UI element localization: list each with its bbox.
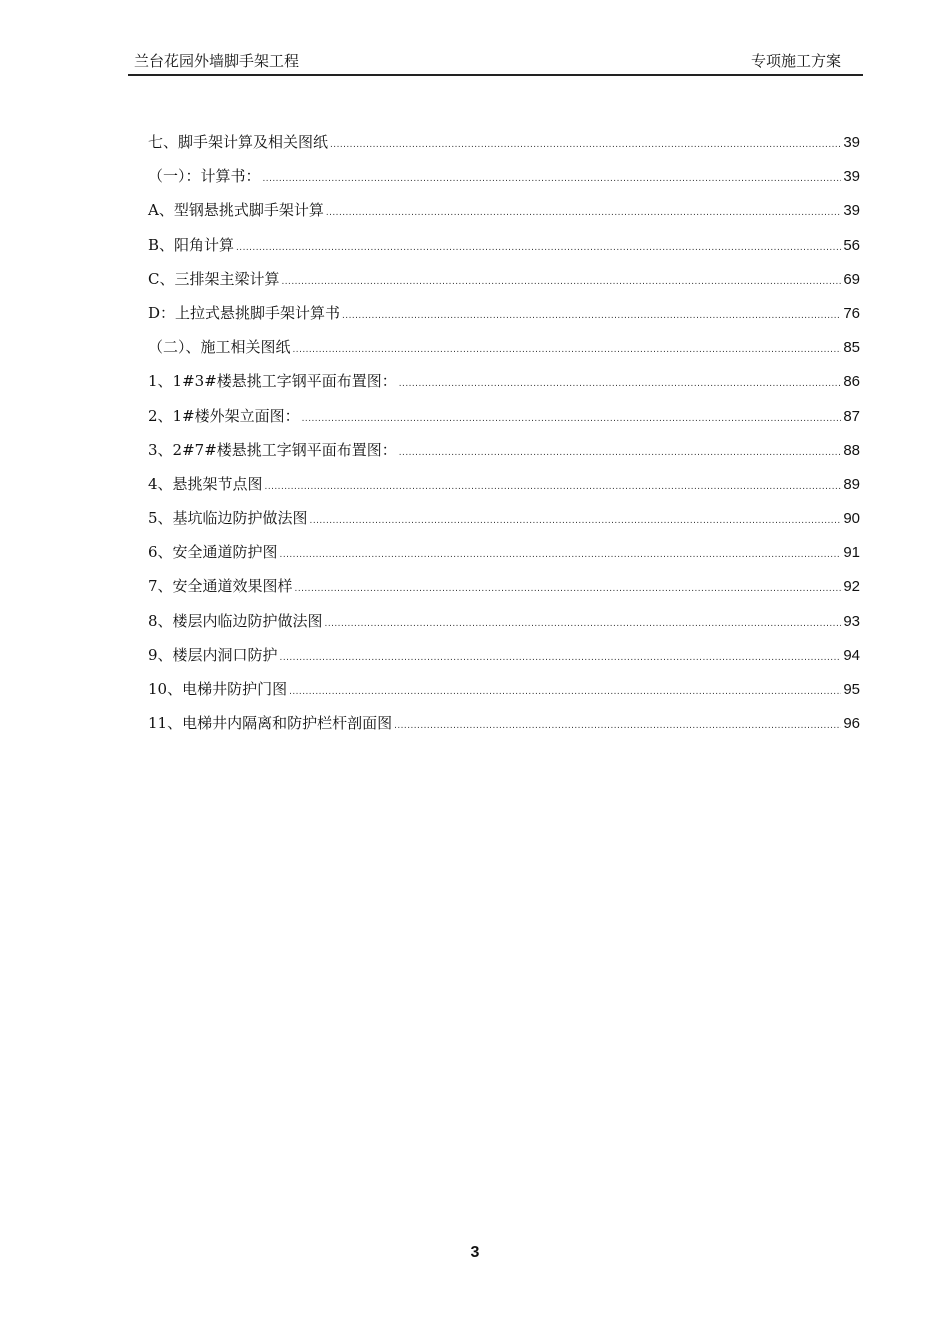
toc-entry-title: C、三排架主梁计算 bbox=[148, 269, 280, 288]
toc-entry-title: 11、电梯井内隔离和防护栏杆剖面图 bbox=[148, 714, 393, 733]
toc-entry-title: 七、脚手架计算及相关图纸 bbox=[148, 133, 329, 151]
toc-entry-page: 85 bbox=[843, 339, 860, 357]
toc-dot-leader bbox=[310, 515, 842, 526]
toc-entry-page: 95 bbox=[843, 681, 860, 698]
toc-entry-title: 1、1#3#楼悬挑工字钢平面布置图： bbox=[148, 372, 397, 391]
toc-entry-title: D：上拉式悬挑脚手架计算书 bbox=[148, 303, 341, 322]
page-number: 3 bbox=[470, 1244, 480, 1261]
toc-entry-page: 92 bbox=[843, 578, 860, 596]
toc-entry[interactable] bbox=[148, 199, 860, 233]
toc-entry[interactable] bbox=[148, 712, 860, 746]
toc-entry-title: 3、2#7#楼悬挑工字钢平面布置图： bbox=[148, 440, 397, 459]
toc-dot-leader bbox=[281, 276, 841, 287]
toc-entry[interactable] bbox=[148, 131, 860, 165]
toc-entry-page: 87 bbox=[843, 407, 860, 425]
toc-entry[interactable] bbox=[148, 439, 860, 473]
page-header bbox=[128, 48, 863, 76]
toc-entry[interactable] bbox=[148, 370, 860, 404]
toc-entry[interactable] bbox=[148, 644, 860, 678]
toc-dot-leader bbox=[265, 481, 842, 492]
toc-entry-title: 10、电梯井防护门图 bbox=[148, 680, 288, 698]
header-document-type: 专项施工方案 bbox=[750, 52, 841, 70]
toc-entry-page: 86 bbox=[843, 373, 860, 391]
toc-entry[interactable] bbox=[148, 473, 860, 507]
toc-entry-title: （一）：计算书： bbox=[148, 167, 261, 186]
toc-entry[interactable] bbox=[148, 678, 860, 712]
toc-dot-leader bbox=[293, 344, 842, 355]
table-of-contents bbox=[148, 131, 860, 746]
toc-entry-page: 69 bbox=[843, 270, 860, 288]
toc-entry-title: 4、悬挑架节点图 bbox=[148, 474, 263, 493]
header-project-title: 兰台花园外墙脚手架工程 bbox=[134, 52, 300, 70]
toc-dot-leader bbox=[236, 242, 841, 253]
toc-dot-leader bbox=[280, 652, 842, 663]
toc-entry-page: 90 bbox=[843, 510, 860, 528]
toc-entry-page: 91 bbox=[843, 544, 860, 562]
toc-dot-leader bbox=[295, 583, 842, 594]
toc-entry[interactable] bbox=[148, 610, 860, 644]
toc-dot-leader bbox=[326, 207, 841, 218]
toc-entry-page: 89 bbox=[843, 475, 860, 493]
toc-entry-title: 2、1#楼外架立面图： bbox=[148, 406, 300, 425]
toc-entry[interactable] bbox=[148, 268, 860, 302]
toc-entry-title: 7、安全通道效果图样 bbox=[148, 577, 293, 596]
toc-entry[interactable] bbox=[148, 405, 860, 439]
toc-entry-page: 88 bbox=[843, 441, 860, 459]
toc-dot-leader bbox=[280, 549, 842, 560]
toc-dot-leader bbox=[394, 720, 841, 731]
toc-dot-leader bbox=[399, 378, 842, 389]
toc-entry-page: 96 bbox=[843, 715, 860, 733]
toc-dot-leader bbox=[330, 139, 841, 150]
toc-entry-title: 9、楼层内洞口防护 bbox=[148, 645, 278, 664]
toc-entry-title: （二）、施工相关图纸 bbox=[148, 338, 291, 357]
toc-dot-leader bbox=[342, 310, 841, 321]
toc-dot-leader bbox=[302, 413, 842, 424]
toc-entry[interactable] bbox=[148, 165, 860, 199]
toc-dot-leader bbox=[263, 173, 842, 184]
toc-entry[interactable] bbox=[148, 234, 860, 268]
toc-entry-page: 56 bbox=[843, 236, 860, 254]
toc-entry[interactable] bbox=[148, 507, 860, 541]
toc-entry-page: 76 bbox=[843, 304, 860, 322]
toc-entry-title: 8、楼层内临边防护做法图 bbox=[148, 611, 323, 630]
toc-entry[interactable] bbox=[148, 336, 860, 370]
toc-entry-page: 39 bbox=[843, 134, 860, 151]
toc-entry[interactable] bbox=[148, 302, 860, 336]
toc-dot-leader bbox=[289, 686, 841, 697]
toc-entry[interactable] bbox=[148, 575, 860, 609]
toc-entry-title: 6、安全通道防护图 bbox=[148, 543, 278, 562]
toc-dot-leader bbox=[399, 447, 842, 458]
toc-dot-leader bbox=[325, 618, 842, 629]
toc-entry-page: 39 bbox=[843, 168, 860, 186]
toc-entry[interactable] bbox=[148, 541, 860, 575]
toc-entry-page: 39 bbox=[843, 202, 860, 220]
toc-entry-page: 93 bbox=[843, 612, 860, 630]
toc-entry-page: 94 bbox=[843, 646, 860, 664]
toc-entry-title: 5、基坑临边防护做法图 bbox=[148, 509, 308, 528]
toc-entry-title: B、阳角计算 bbox=[148, 235, 235, 254]
toc-entry-title: A、型钢悬挑式脚手架计算 bbox=[148, 201, 324, 220]
